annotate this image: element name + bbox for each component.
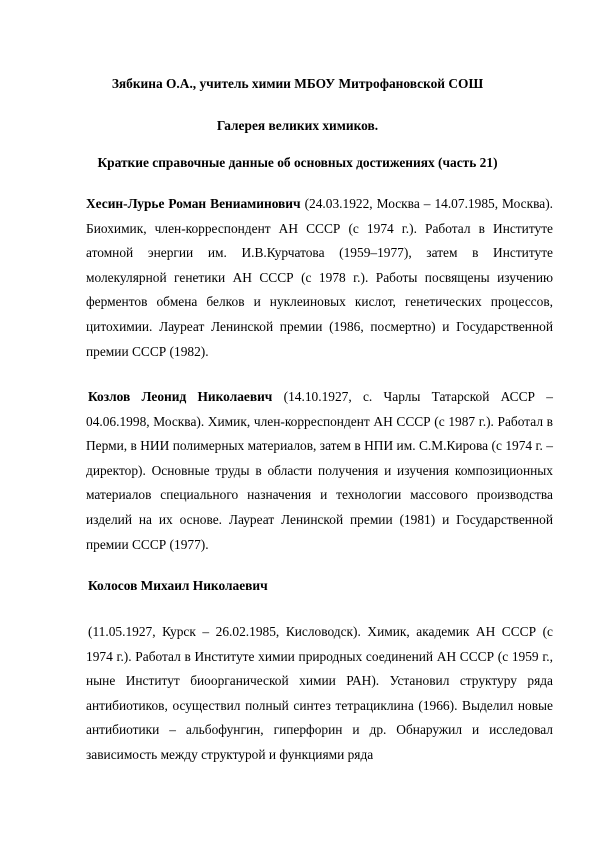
entry-kolosov-text: (11.05.1927, Курск – 26.02.1985, Кисловодск). Химик, академик АН СССР (с 1974 г.). Работал в Институте химии природных соединений АН СССР (с 1959 г., ныне Институт биоорганической химии РАН). Установил структуру ряда антибиотиков, осуществил полный синтез тетрациклина (1966). Выделил новые антибиотики – альбофунгин, гиперфорин и др. Обнаружил и исследовал зависимость между структурой и функциями ряда <box>86 624 553 762</box>
entry-khesin-lurie <box>86 192 553 364</box>
page-title: Галерея великих химиков. <box>216 118 379 133</box>
entry-text: (14.10.1927, с. Чарлы Татарской АССР – 04.06.1998, Москва). Химик, член-корреспондент АН СССР (с 1987 г.). Работал в Перми, в НИИ полимерных материалов, затем в НПИ им. С.М.Кирова (с 1974 г. – директор). Основные труды в области получения и изучения композиционных материалов специального назначения и технологии массового производства изделий на их основе. Лауреат Ленинской премии (1981) и Государственной премии СССР (1977). <box>86 389 553 552</box>
entry-name-kolosov: Колосов Михаил Николаевич <box>88 578 268 593</box>
entry-text: (24.03.1922, Москва – 14.07.1985, Москва). Биохимик, член-корреспондент АН СССР (с 1974 г.). Работал в Институте атомной энергии им. И.В.Курчатова (1959–1977), затем в Институте молекулярной генетики АН СССР (с 1978 г.). Работы посвящены изучению ферментов обмена белков и нуклеиновых кислот, генетических процессов, цитохимии. Лауреат Ленинской премии (1986, посмертно) и Государственной премии СССР (1982). <box>86 196 553 359</box>
entry-kozlov <box>86 385 553 557</box>
author-line: Зябкина О.А., учитель химии МБОУ Митрофановской СОШ <box>111 76 484 91</box>
entry-name: Хесин-Лурье Роман Вениаминович <box>86 196 301 211</box>
page-subtitle: Краткие справочные данные об основных достижениях (часть 21) <box>97 155 498 170</box>
entry-name: Козлов Леонид Николаевич <box>88 389 273 404</box>
